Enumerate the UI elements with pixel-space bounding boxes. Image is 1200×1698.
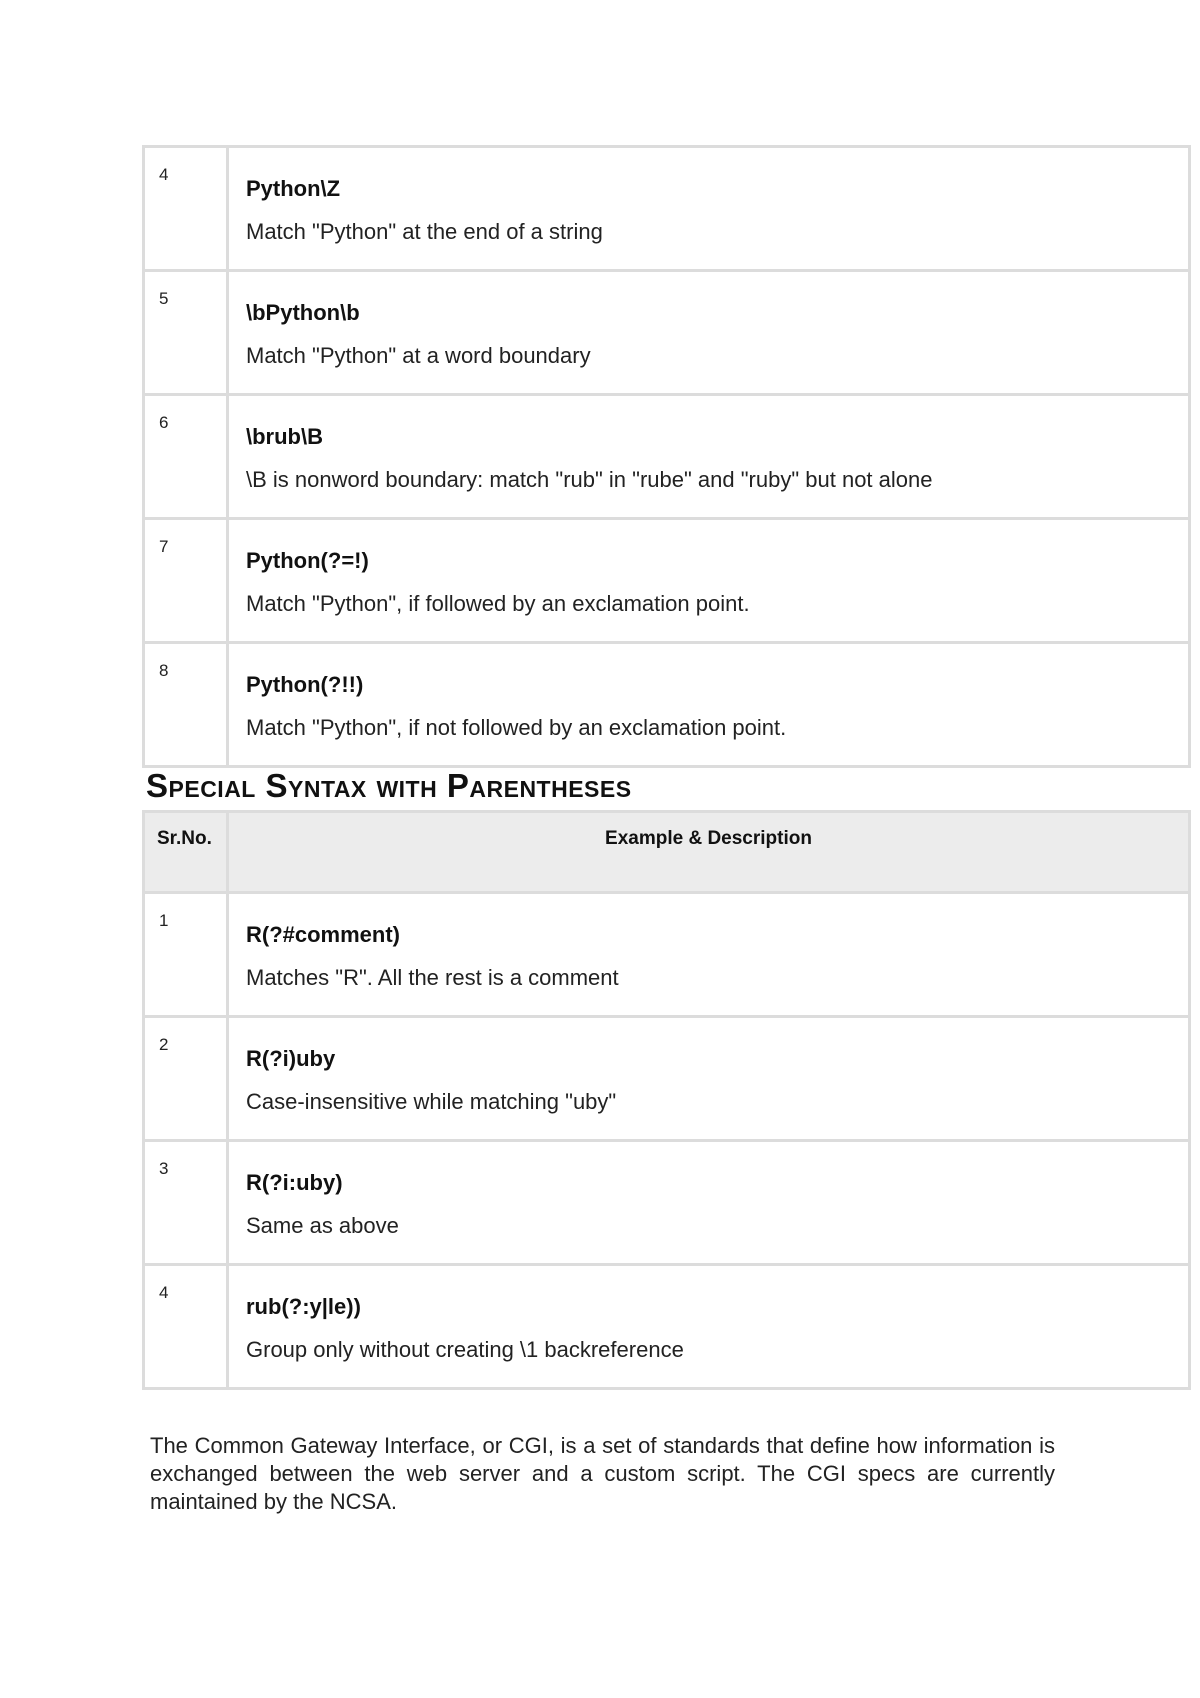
row-number: 1	[144, 893, 228, 1017]
regex-pattern: rub(?:y|le))	[246, 1294, 361, 1319]
regex-pattern: R(?i)uby	[246, 1046, 336, 1071]
row-number: 3	[144, 1141, 228, 1265]
example-cell	[228, 1265, 1190, 1389]
row-number: 5	[144, 271, 228, 395]
example-cell	[228, 1017, 1190, 1141]
example-cell	[228, 147, 1190, 271]
regex-description: Same as above	[246, 1213, 399, 1238]
table-row	[144, 1265, 1190, 1389]
row-number: 8	[144, 643, 228, 767]
regex-description: Match "Python", if not followed by an exclamation point.	[246, 715, 787, 740]
row-number: 4	[144, 1265, 228, 1389]
cgi-intro-paragraph: The Common Gateway Interface, or CGI, is a set of standards that define how information is exchanged between the web server and a custom script. The CGI specs are currently maintained by the NCSA.	[150, 1433, 1055, 1514]
regex-pattern: R(?#comment)	[246, 922, 401, 947]
regex-description: Matches "R". All the rest is a comment	[246, 965, 619, 990]
table-row	[144, 395, 1190, 519]
header-sr-no: Sr.No.	[144, 812, 228, 893]
regex-description: Match "Python", if followed by an exclamation point.	[246, 591, 750, 616]
example-cell	[228, 1141, 1190, 1265]
example-cell	[228, 893, 1190, 1017]
example-cell	[228, 643, 1190, 767]
table-row	[144, 271, 1190, 395]
table-row	[144, 147, 1190, 271]
row-number: 6	[144, 395, 228, 519]
table-row	[144, 893, 1190, 1017]
section-heading: Special Syntax with Parentheses	[146, 767, 632, 804]
example-cell	[228, 395, 1190, 519]
regex-description: \B is nonword boundary: match "rub" in "rube" and "ruby" but not alone	[246, 467, 933, 492]
regex-description: Group only without creating \1 backreference	[246, 1337, 684, 1362]
table-row	[144, 519, 1190, 643]
regex-pattern: Python(?!!)	[246, 672, 364, 697]
example-cell	[228, 271, 1190, 395]
regex-pattern: R(?i:uby)	[246, 1170, 343, 1195]
regex-description: Case-insensitive while matching "uby"	[246, 1089, 617, 1114]
row-number: 2	[144, 1017, 228, 1141]
regex-description: Match "Python" at the end of a string	[246, 219, 603, 244]
row-number: 4	[144, 147, 228, 271]
row-number: 7	[144, 519, 228, 643]
regex-table-continued	[142, 145, 1191, 768]
table-row	[144, 1017, 1190, 1141]
example-cell	[228, 519, 1190, 643]
regex-pattern: Python\Z	[246, 176, 341, 201]
regex-pattern: \bPython\b	[246, 300, 360, 325]
regex-description: Match "Python" at a word boundary	[246, 343, 591, 368]
table-row	[144, 1141, 1190, 1265]
table-header-row	[144, 812, 1190, 893]
regex-pattern: Python(?=!)	[246, 548, 369, 573]
table-row	[144, 643, 1190, 767]
parentheses-syntax-table	[142, 810, 1191, 1390]
header-example-description: Example & Description	[228, 812, 1190, 893]
regex-pattern: \brub\B	[246, 424, 323, 449]
